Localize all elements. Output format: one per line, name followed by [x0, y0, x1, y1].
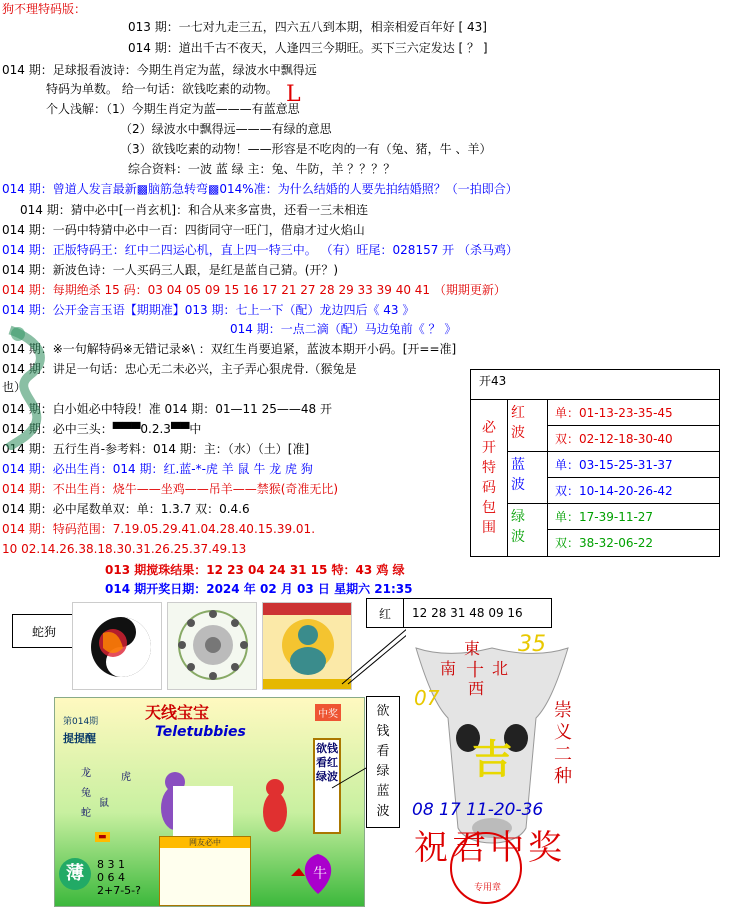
- wave-green-double: 双：38-32-06-22: [555, 536, 654, 550]
- cow-south: 南: [440, 659, 457, 678]
- teletubbies-image: [54, 697, 365, 907]
- cow-nums: 08 17 11-20-36: [412, 800, 544, 820]
- tele-animal: 虎: [121, 772, 131, 783]
- cow-west: 西: [468, 679, 485, 698]
- text-line: 014 期：一点二滴（配）马边兔前《 ？ 》: [230, 322, 457, 336]
- page-title: 狗不理特码版：: [2, 2, 87, 16]
- tele-num-row: 8 3 1: [97, 858, 125, 871]
- wave-table: [470, 369, 720, 557]
- wave-side-label: 必开特码包围: [482, 419, 496, 536]
- draw-result: 013 期搅珠结果：12 23 04 24 31 15 特：43 鸡 绿: [105, 563, 405, 577]
- callout-arrow-icon: [340, 626, 410, 686]
- svg-text:牛: 牛: [313, 866, 327, 882]
- callout-snake-dog-text: 蛇狗: [31, 624, 56, 639]
- text-line: 014 期：※一句解特码※无错记录※\ ：双红生肖要追紧，蓝波本期开小码。[开==准]: [2, 342, 457, 356]
- text-line: 个人浅解：（1）今期生肖定为蓝———有蓝意思: [46, 102, 300, 116]
- cow-east: 東: [464, 639, 481, 658]
- tele-logo: Teletubbies: [155, 724, 246, 740]
- taiji-image: [72, 602, 162, 690]
- dragon-decoration-icon: [0, 320, 60, 450]
- text-line: 014 期：讲足一句话：忠心无二未必兴，主子弄心狠虎骨.（猴兔是: [2, 362, 357, 376]
- flower-ox-icon: [283, 846, 353, 902]
- text-line: 014 期：一码中特猜中必中一百：四街同守一旺门，借扇才过火焰山: [2, 223, 365, 237]
- tele-sign: 欲钱看红绿波: [313, 738, 341, 834]
- tele-animal: 兔: [81, 788, 91, 799]
- text-line: 014 期：足球报看波诗：今期生肖定为蓝，绿波水中飘得远: [2, 63, 317, 77]
- text-line-news: [2, 180, 518, 198]
- callout-green-blue-text: 欲钱看绿蓝波: [376, 704, 390, 819]
- wave-red-single: 单：01-13-23-35-45: [555, 406, 673, 420]
- tele-animal: 龙: [81, 768, 91, 779]
- tele-panel: [159, 836, 251, 906]
- tele-badge: 中奖: [315, 704, 341, 721]
- draw-date: 014 期开奖日期：2024 年 02 月 03 日 星期六 21:35: [105, 582, 413, 596]
- text-line: 014 期：公开金言玉语【期期准】013 期：七上一下（配）龙边四后《 43 》: [2, 303, 415, 317]
- cow-side: 崇义二种: [554, 700, 572, 787]
- callout-red-label-text: 红: [378, 606, 391, 621]
- wave-blue-double: 双：10-14-20-26-42: [555, 484, 673, 498]
- cow-35: 35: [518, 632, 546, 657]
- callout-red-label: [366, 598, 404, 628]
- wave-blue-single: 单：03-15-25-31-37: [555, 458, 673, 472]
- callout-green-blue: [366, 696, 400, 828]
- text-line: 014 期：必中三头：▀▀▀0.2.3▀▀中: [2, 422, 202, 436]
- wave-label-red: 红波: [511, 405, 525, 441]
- tele-num-row: 2+7-5-?: [97, 884, 141, 897]
- tele-issue: 第014期: [63, 717, 99, 727]
- text-line: （2）绿波水中飘得远———有绿的意思: [120, 122, 332, 136]
- cow-big: 吉: [472, 737, 512, 783]
- text-line: 014 期：特码范围：7.19.05.29.41.04.28.40.15.39.01.: [2, 522, 316, 536]
- wave-table-header: 开43: [479, 374, 507, 388]
- tele-thin: 薄: [59, 858, 91, 890]
- line-content: 014 期：曾道人发言最新▩脑筋急转弯▩014%准：为什么结婚的人要先拍结婚照？（一拍即合）: [2, 182, 518, 196]
- tele-animal: 蛇: [81, 808, 91, 819]
- callout-red-numbers: [403, 598, 552, 628]
- tele-hint: 提提醒: [63, 732, 96, 745]
- text-line: 014 期：道出千古不夜天，人逢四三今期旺。买下三六定发达 [ ？ ]: [128, 41, 488, 55]
- cow-north: 北: [492, 659, 509, 678]
- text-line: 综合资料：一波 蓝 绿 主：兔、牛防，羊 ？？？？: [128, 162, 396, 176]
- text-line: 10 02.14.26.38.18.30.31.26.25.37.49.13: [2, 542, 247, 556]
- text-line-kill: 014 期：每期绝杀 15 码：03 04 05 09 15 16 17 21 27 28 29 33 39 40 41 （期期更新）: [2, 283, 506, 297]
- callout-snake-dog: [12, 614, 76, 648]
- text-line: 014 期：正版特码王：红中二四运心机，直上四一特三中。 （有）旺尾：028157 开 （杀马鸡）: [2, 243, 518, 257]
- cow-wish: 祝君中奖: [414, 828, 566, 868]
- buddha-image: [262, 602, 352, 690]
- text-line: 014 期：不出生肖：烧牛——坐鸡——吊羊——禁猴(奇准无比): [2, 482, 339, 496]
- zodiac-wheel-image: [167, 602, 257, 690]
- text-line: 014 期：必出生肖：014 期：红.蓝-*-虎 羊 鼠 牛 龙 虎 狗: [2, 462, 313, 476]
- wave-label-blue: 蓝波: [511, 457, 525, 493]
- text-line: 014 期：必中尾数单双：单：1.3.7 双：0.4.6: [2, 502, 250, 516]
- tele-nums: [97, 858, 141, 897]
- tele-animal: 鼠: [99, 798, 109, 809]
- text-line: （3）欲钱吃素的动物！——形容是不吃肉的一有（兔、猪，牛 、羊）: [120, 142, 492, 156]
- cow-skull-image: [406, 628, 578, 908]
- wave-label-green: 绿波: [511, 509, 525, 545]
- cow-ten: 十: [466, 660, 484, 681]
- wave-green-single: 单：17-39-11-27: [555, 510, 654, 524]
- text-line: 013 期：一七对九走三五，四六五八到本期，相亲相爱百年好 [ 43]: [128, 20, 487, 34]
- tele-label-strip-icon: ▬: [95, 832, 110, 842]
- callout-red-numbers-text: 12 28 31 48 09 16: [412, 606, 523, 620]
- seal-stamp-icon: [450, 832, 522, 904]
- wave-red-double: 双：02-12-18-30-40: [555, 432, 673, 446]
- text-line: 也）: [2, 380, 27, 394]
- tele-title: 天线宝宝: [145, 703, 210, 722]
- decorative-letter-icon: L: [286, 82, 301, 107]
- callout-arrow-icon: [330, 760, 368, 790]
- text-line: 014 期：五行生肖-参考料：014 期：主：（水）（土）[准]: [2, 442, 310, 456]
- tele-num-row: 0 6 4: [97, 871, 125, 884]
- text-line: 014 期：新波色诗：一人买码三人跟，是红是蓝自己猜。(开？): [2, 263, 339, 277]
- cow-stamp-text: 专用章: [474, 883, 502, 893]
- text-line: 014 期：白小姐必中特段！准 014 期：01—11 25——48 开: [2, 402, 332, 416]
- cow-07: 07: [414, 686, 440, 710]
- tele-panel-title: 网友必中: [160, 837, 250, 848]
- text-line: 014 期：猜中必中[一肖玄机]：和合从来多富贵，还看一三未相连: [20, 203, 369, 217]
- text-line: 特码为单数。 给一句话：欲钱吃素的动物。: [46, 82, 278, 96]
